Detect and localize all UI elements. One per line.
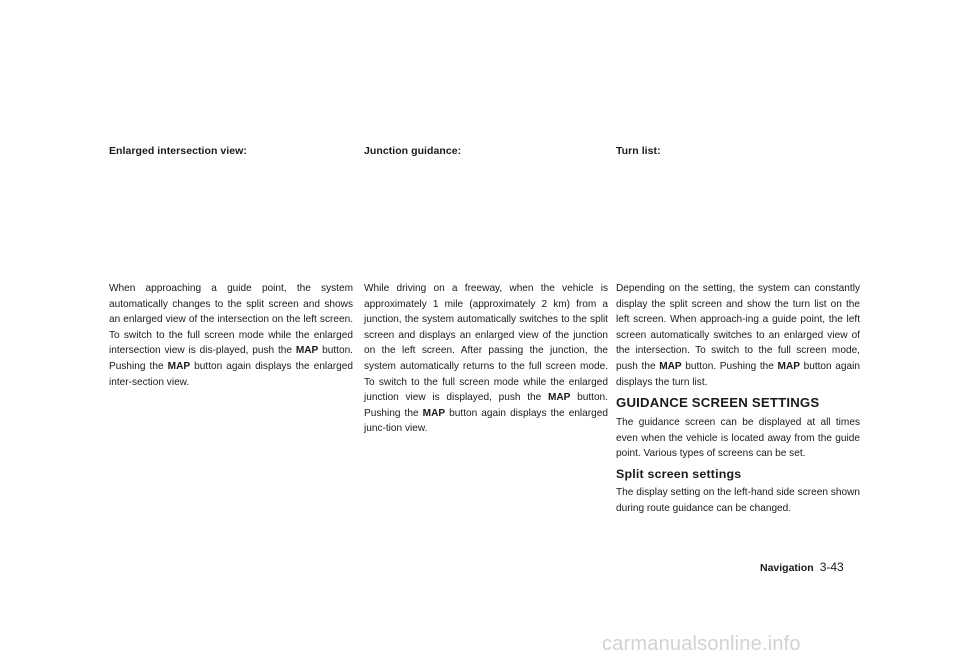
heading-turn-list: Turn list: [616,145,661,157]
map-button-label: MAP [295,345,319,357]
text-run: button. Pushing the [681,360,778,372]
paragraph-split-screen-settings: The display setting on the left-hand side screen shown during route guidance can be changed. [616,486,860,514]
paragraph-guidance-screen-settings: The guidance screen can be displayed at all times even when the vehicle is located away from the guide point. Various types of screens can be set. [616,417,860,460]
section-title-guidance-screen-settings: GUIDANCE SCREEN SETTINGS [616,395,820,411]
text-run: While driving on a freeway, when the vehicle is approximately 1 mile (approximately 2 km) from a junction, the system automatically switches to the split screen and displays an enlarged view of the junction on the left screen. After passing the junction, the system automatically returns to the full screen mode. To switch to the full screen mode while the enlarged junction view is displayed, push the [364,283,608,404]
text-run: When approaching a guide point, the system automatically changes to the split screen and shows an enlarged view of the intersection on the left screen. To switch to the full screen mode while the enlarged intersection view is dis-played, push the [109,283,353,357]
column-turn-list [616,144,860,514]
body-turn-list [616,281,860,516]
paragraph-enlarged-intersection [109,281,353,390]
footer-section-name: Navigation [760,562,814,574]
map-button-label: MAP [659,360,682,372]
column-enlarged-intersection [109,144,353,388]
footer-page-number: 3-43 [819,560,844,574]
text-run: button again displays the enlarged junc-tion view. [364,407,608,435]
paragraph-junction-guidance [364,281,608,437]
body-junction-guidance [364,281,608,437]
text-run: button. Pushing the [364,392,608,419]
map-button-label: MAP [167,360,191,372]
heading-enlarged-intersection-view: Enlarged intersection view: [109,145,247,157]
watermark: carmanualsonline.info [602,633,801,655]
subsection-title-split-screen-settings: Split screen settings [616,466,742,481]
map-button-label: MAP [547,392,571,404]
map-button-label: MAP [422,407,446,419]
map-button-label: MAP [777,360,800,372]
column-junction-guidance [364,144,608,435]
page-footer [760,560,844,574]
text-run: button again displays the turn list. [616,360,860,388]
body-enlarged-intersection [109,281,353,390]
text-run: Depending on the setting, the system can constantly display the split screen and show the turn list on the left screen. When approach-ing a guide point, the left screen automatically switches to an enlarged view of the intersection. To switch to the full screen mode, push the [616,283,860,372]
heading-junction-guidance: Junction guidance: [364,145,462,157]
text-run: button again displays the enlarged inter-section view. [109,360,353,388]
text-run: button. Pushing the [109,345,353,372]
paragraph-turn-list [616,281,860,390]
